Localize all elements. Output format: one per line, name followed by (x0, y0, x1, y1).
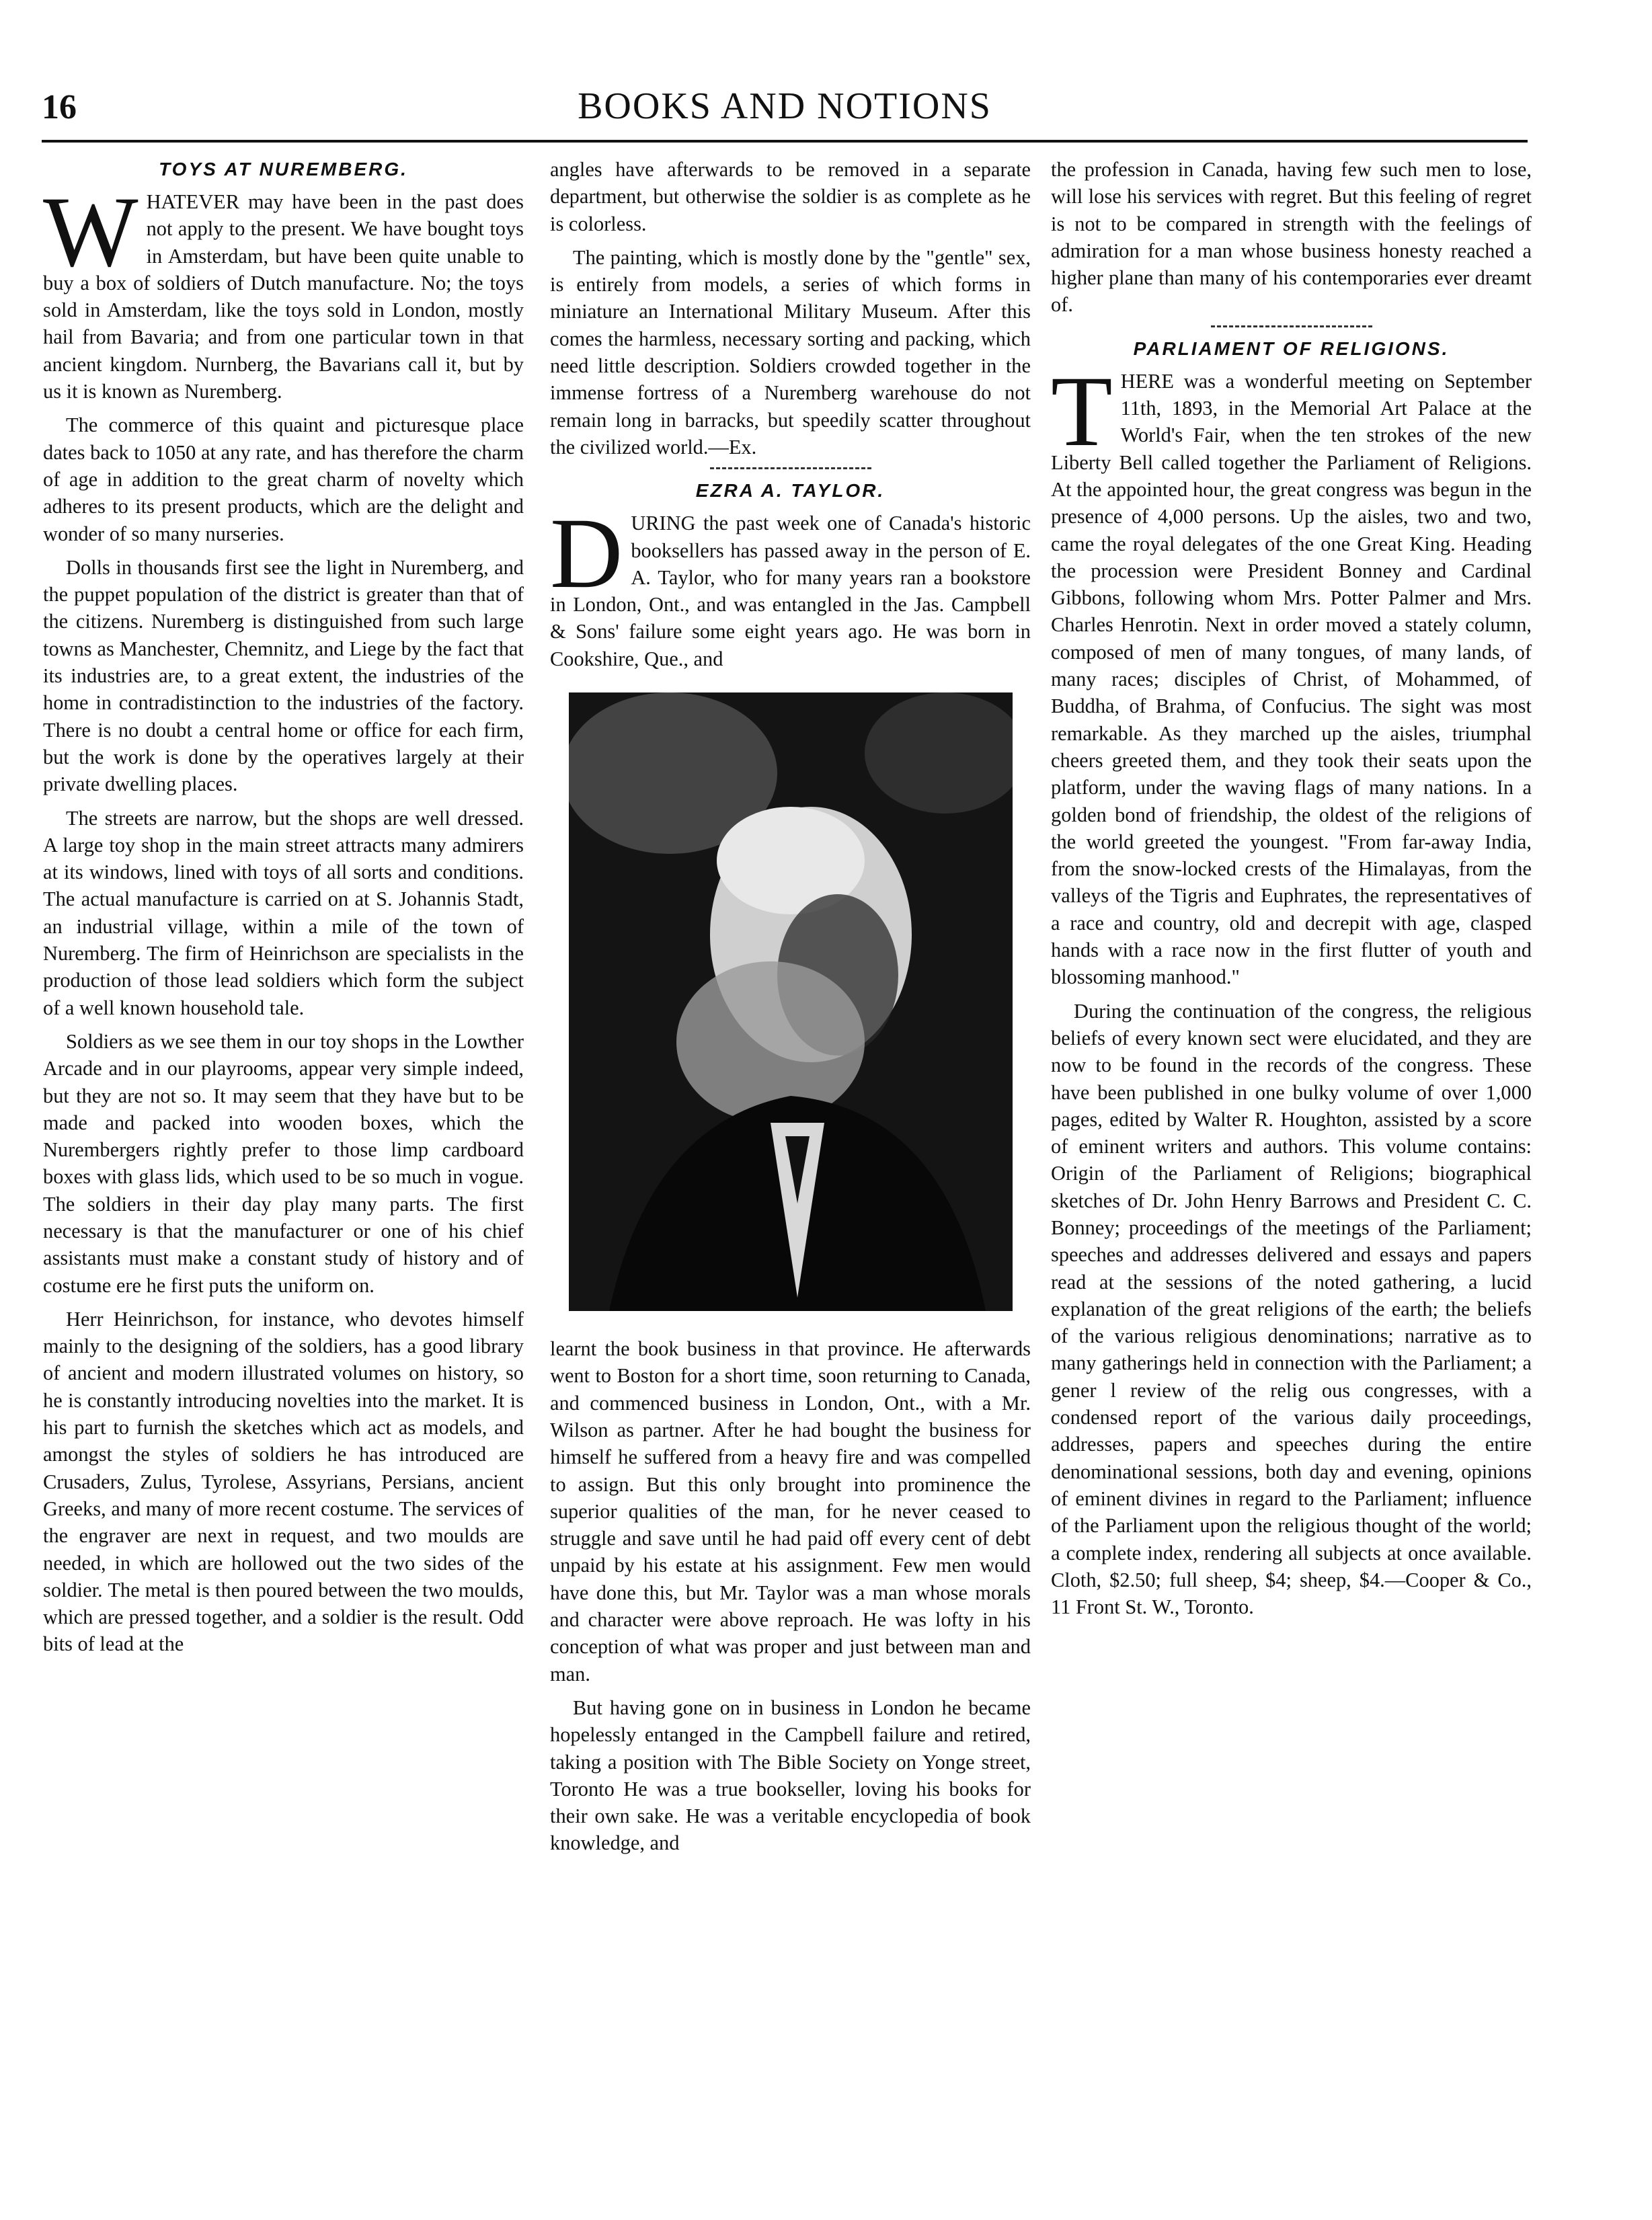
page-header (42, 82, 1528, 136)
running-title: BOOKS AND NOTIONS (578, 85, 992, 127)
paragraph: Dolls in thousands first see the light in Nuremberg, and the puppet population of the district is greater than that of the citizens. Nuremberg is distinguished from such large towns as Manchester, Chemnitz, and Liege by the fact that its industries are, to a great extent, the industries of the home in contradistinction to the industries of the factory. There is no doubt a central home or office for each firm, but the work is done by the operatives largely at their private dwelling places. (43, 555, 524, 796)
paragraph: During the continuation of the congress, the religious beliefs of every known sect were elucidated, and they are now to be found in the records of the congress. These have been published in one bulky volume of over 1,000 pages, edited by Walter R. Houghton, assisted by a score of eminent writers and authors. This volume contains: Origin of the Parliament of Religions; biographical sketches of Dr. John Henry Barrows and President C. C. Bonney; proceedings of the meetings of the Parliament; speeches and addresses delivered and essays and papers read at the sessions of the noted gathering, a lucid explanation of the great religions of the earth; the beliefs of the various religious denominations; narrative as to many gatherings held in connection with the Parliament; a gener l review of the relig ous congresses, with a condensed report of the various daily proceedings, addresses, papers and speeches during the entire denominational sessions, both day and evening, opinions of eminent divines in regard to the Parliament; influence of the Parliament upon the religious thought of the world; a complete index, rendering all subjects at once available. Cloth, $2.50; full sheep, $4; sheep, $4.—Cooper & Co., 11 Front St. W., Toronto. (1051, 999, 1532, 1619)
article-heading-taylor: EZRA A. TAYLOR. (695, 480, 886, 502)
paragraph-text: URING the past week one of Canada's historic booksellers has passed away in the person of E. A. Taylor, who for many years ran a bookstore in London, Ont., and was entangled in the Jas. Campbell & Sons' failure some eight years ago. He was born in Cookshire, Que., and (550, 512, 1031, 670)
portrait-illustration (569, 692, 1013, 1311)
paragraph: But having gone on in business in London he became hopelessly entanged in the Campbell failure and retired, taking a position with The Bible Society on Yonge street, Toronto He was a true bookseller, loving his books for their own sake. He was a veritable encyclopedia of book knowledge, and (550, 1696, 1031, 1855)
article-heading-toys: TOYS AT NUREMBERG. (159, 159, 408, 180)
section-divider (710, 467, 871, 469)
paragraph: The painting, which is mostly done by the "gentle" sex, is entirely from models, a series of which forms in miniature an International Military Museum. After this comes the harmless, necessary sorting and packing, which need little description. Soldiers crowded together in the immense fortress of a Nuremberg warehouse do not remain long in barracks, but speedily scatter throughout the civilized world.—Ex. (550, 245, 1031, 459)
paragraph: The streets are narrow, but the shops are well dressed. A large toy shop in the main street attracts many admirers at its windows, lined with toys of all sorts and conditions. The actual manufacture is carried on at S. Johannis Stadt, an industrial village, within a mile of the town of Nuremberg. The firm of Heinrichson are specialists in the production of those lead soldiers which form the subject of a well known household tale. (43, 806, 524, 1019)
drop-cap: T (1051, 355, 1113, 467)
paragraph: Soldiers as we see them in our toy shops in the Lowther Arcade and in our playrooms, appear very simple indeed, but they are not so. It may seem that they have but to be made and packed into wooden boxes, which the Nurembergers rightly prefer to those limp cardboard boxes with glass lids, which used to be so much in vogue. The soldiers in their day play many parts. The first necessary is that the manufacturer or one of his chief assistants must make a constant study of history and of costume ere he first puts the uniform on. (43, 1029, 524, 1297)
page-number: 16 (42, 88, 77, 126)
paragraph-text: HATEVER may have been in the past does not apply to the present. We have bought toys in Amsterdam, but have been quite unable to buy a box of soldiers of Dutch manufacture. No; the toys sold in Amsterdam, like the toys sold in London, mostly hail from Bavaria; and from one particular town in that ancient kingdom. Nurnberg, the Bavarians call it, but by us it is known as Nuremberg. (43, 190, 524, 403)
paragraph-text: HERE was a wonderful meeting on September 11th, 1893, in the Memorial Art Palace at the World's Fair, when the ten strokes of the new Liberty Bell called together the Parliament of Religions. At the appointed hour, the great congress was begun in the presence of 4,000 persons. Up the aisles, two and two, came the royal delegates of the one Great King. Heading the procession were President Bonney and Cardinal Gibbons, following whom Mrs. Potter Palmer and Mrs. Charles Henrotin. Next in order moved a stately column, composed of men of many tongues, of many lands, of many races; disciples of Christ, of Mohammed, of Buddha, of Brahma, of Confucius. The sight was most remarkable. As they marched up the aisles, triumphal cheers greeted them, and they took their seats upon the platform, under the waving flags of many nations. In a golden bond of friendship, the oldest of the religions of the world greeted the youngest. "From far-away India, from the snow-locked crests of the Himalayas, from the valleys of the Tigris and Euphrates, the representatives of a race and country, old and decrepit with age, clasped hands with a race now in the first flutter of youth and blossoming manhood." (1051, 369, 1532, 989)
paragraph: Herr Heinrichson, for instance, who devotes himself mainly to the designing of the soldiers, has a good library of ancient and modern illustrated volumes on history, so he is constantly introducing novelties into the market. It is his part to furnish the sketches which act as models, and amongst the styles of soldiers he has introduced are Crusaders, Zulus, Tyrolese, Assyrians, Persians, ancient Greeks, and many of more recent costume. The services of the engraver are next in request, and two moulds are needed, in which are hollowed out the two sides of the soldier. The metal is then poured between the two moulds, which are pressed together, and a soldier is the result. Odd bits of lead at the (43, 1307, 524, 1656)
paragraph: the profession in Canada, having few such men to lose, will lose his services with regret. But this feeling of regret is not to be compared in strength with the feelings of admiration for a man whose business honesty reached a higher plane than many of his contemporaries ever dreamt of. (1051, 158, 1532, 317)
paragraph: learnt the book business in that province. He afterwards went to Boston for a short time, soon returning to Canada, and commenced business in London, Ont., with a Mr. Wilson as partner. After he had bought the business for himself he suffered from a heavy fire and was compelled to assign. But this only brought into prominence the superior qualities of the man, for he never ceased to struggle and save until he had paid off every cent of debt unpaid by his estate at his assignment. Few men would have done this, but Mr. Taylor was a man whose morals and character were above reproach. He was lofty in his conception of what was proper and just between man and man. (550, 1337, 1031, 1686)
portrait-photo (569, 692, 1013, 1311)
paragraph: The commerce of this quaint and picturesque place dates back to 1050 at any rate, and has therefore the charm of age in addition to the great charm of novelty which adheres to its present products, which are the delight and wonder of so many nurseries. (43, 413, 524, 545)
drop-cap: D (550, 498, 623, 610)
column-middle (550, 156, 1031, 1864)
column-left (43, 156, 524, 1665)
section-divider (1211, 325, 1372, 327)
paragraph (43, 176, 524, 405)
paragraph (1051, 355, 1532, 991)
article-heading-parliament: PARLIAMENT OF RELIGIONS. (1133, 338, 1450, 359)
header-rule (42, 140, 1528, 143)
drop-cap: W (43, 176, 139, 288)
paragraph: angles have afterwards to be removed in a separate department, but otherwise the soldier is as complete as he is colorless. (550, 158, 1031, 235)
paragraph (550, 498, 1031, 672)
column-right (1051, 156, 1532, 1627)
